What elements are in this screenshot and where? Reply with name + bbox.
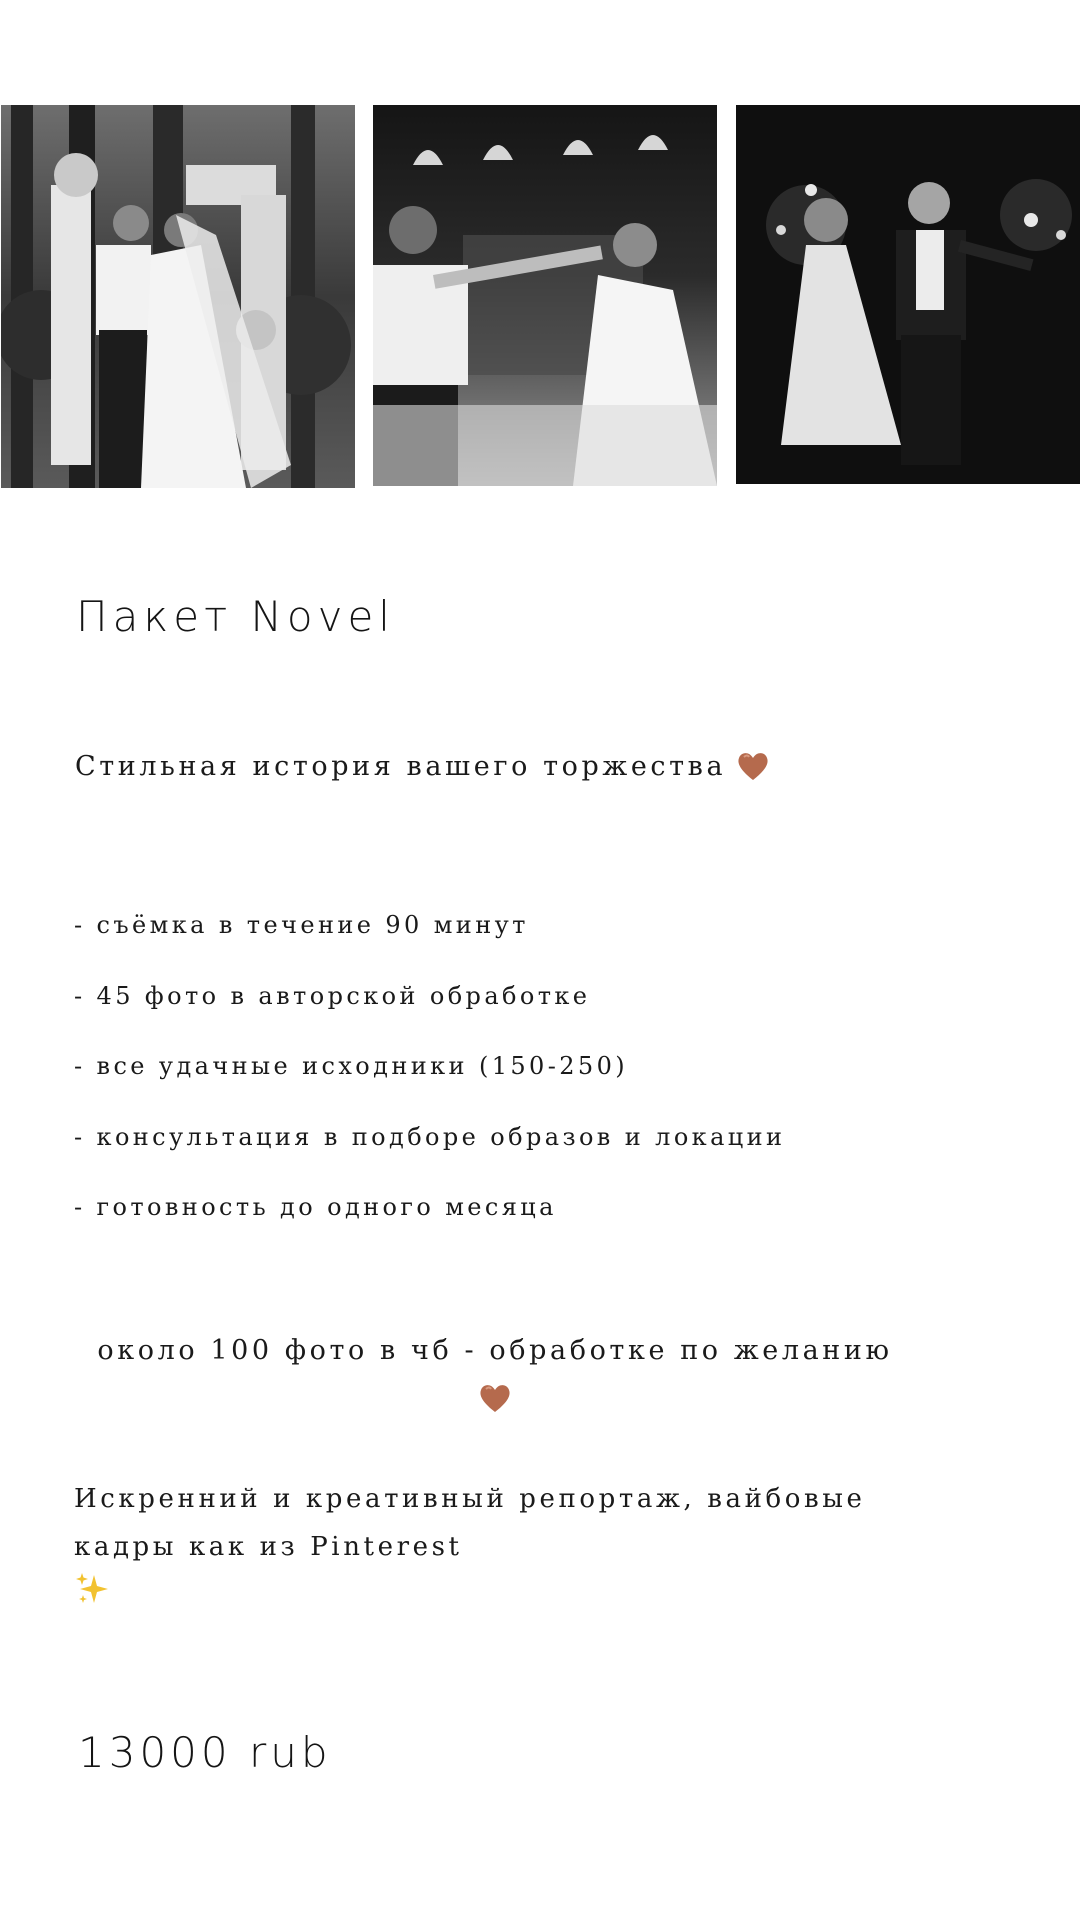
package-subtitle (75, 750, 770, 782)
brown-heart-icon (478, 1382, 512, 1414)
photo-sparklers-exit (736, 105, 1080, 484)
package-title: Пакет Novel (76, 592, 395, 641)
list-item: - готовность до одного месяца (74, 1193, 557, 1221)
bw-photos-note (0, 1328, 990, 1420)
description-line-2-text: кадры как из Pinterest (74, 1532, 463, 1562)
features-list (74, 903, 785, 1256)
sparkles-icon (74, 1571, 112, 1607)
photo-dance-fog (373, 105, 717, 486)
list-item: - консультация в подборе образов и локации (74, 1122, 786, 1151)
list-item: - съёмка в течение 90 минут (74, 911, 529, 939)
brown-heart-icon (736, 750, 770, 782)
bw-note-heart-line (0, 1374, 990, 1420)
list-item: - 45 фото в авторской обработке (74, 981, 591, 1010)
bw-note-text: около 100 фото в чб - обработке по желанию (97, 1335, 893, 1366)
package-description (74, 1475, 866, 1607)
photo-ceremony-kiss (1, 105, 355, 488)
list-item: - все удачные исходники (150-250) (74, 1052, 628, 1080)
package-price: 13000 rub (78, 1728, 332, 1777)
description-line-2 (74, 1523, 866, 1607)
description-line-1: Искренний и креативный репортаж, вайбовые (74, 1484, 866, 1514)
photo-strip (0, 0, 1080, 500)
subtitle-text: Стильная история вашего торжества (75, 750, 727, 782)
